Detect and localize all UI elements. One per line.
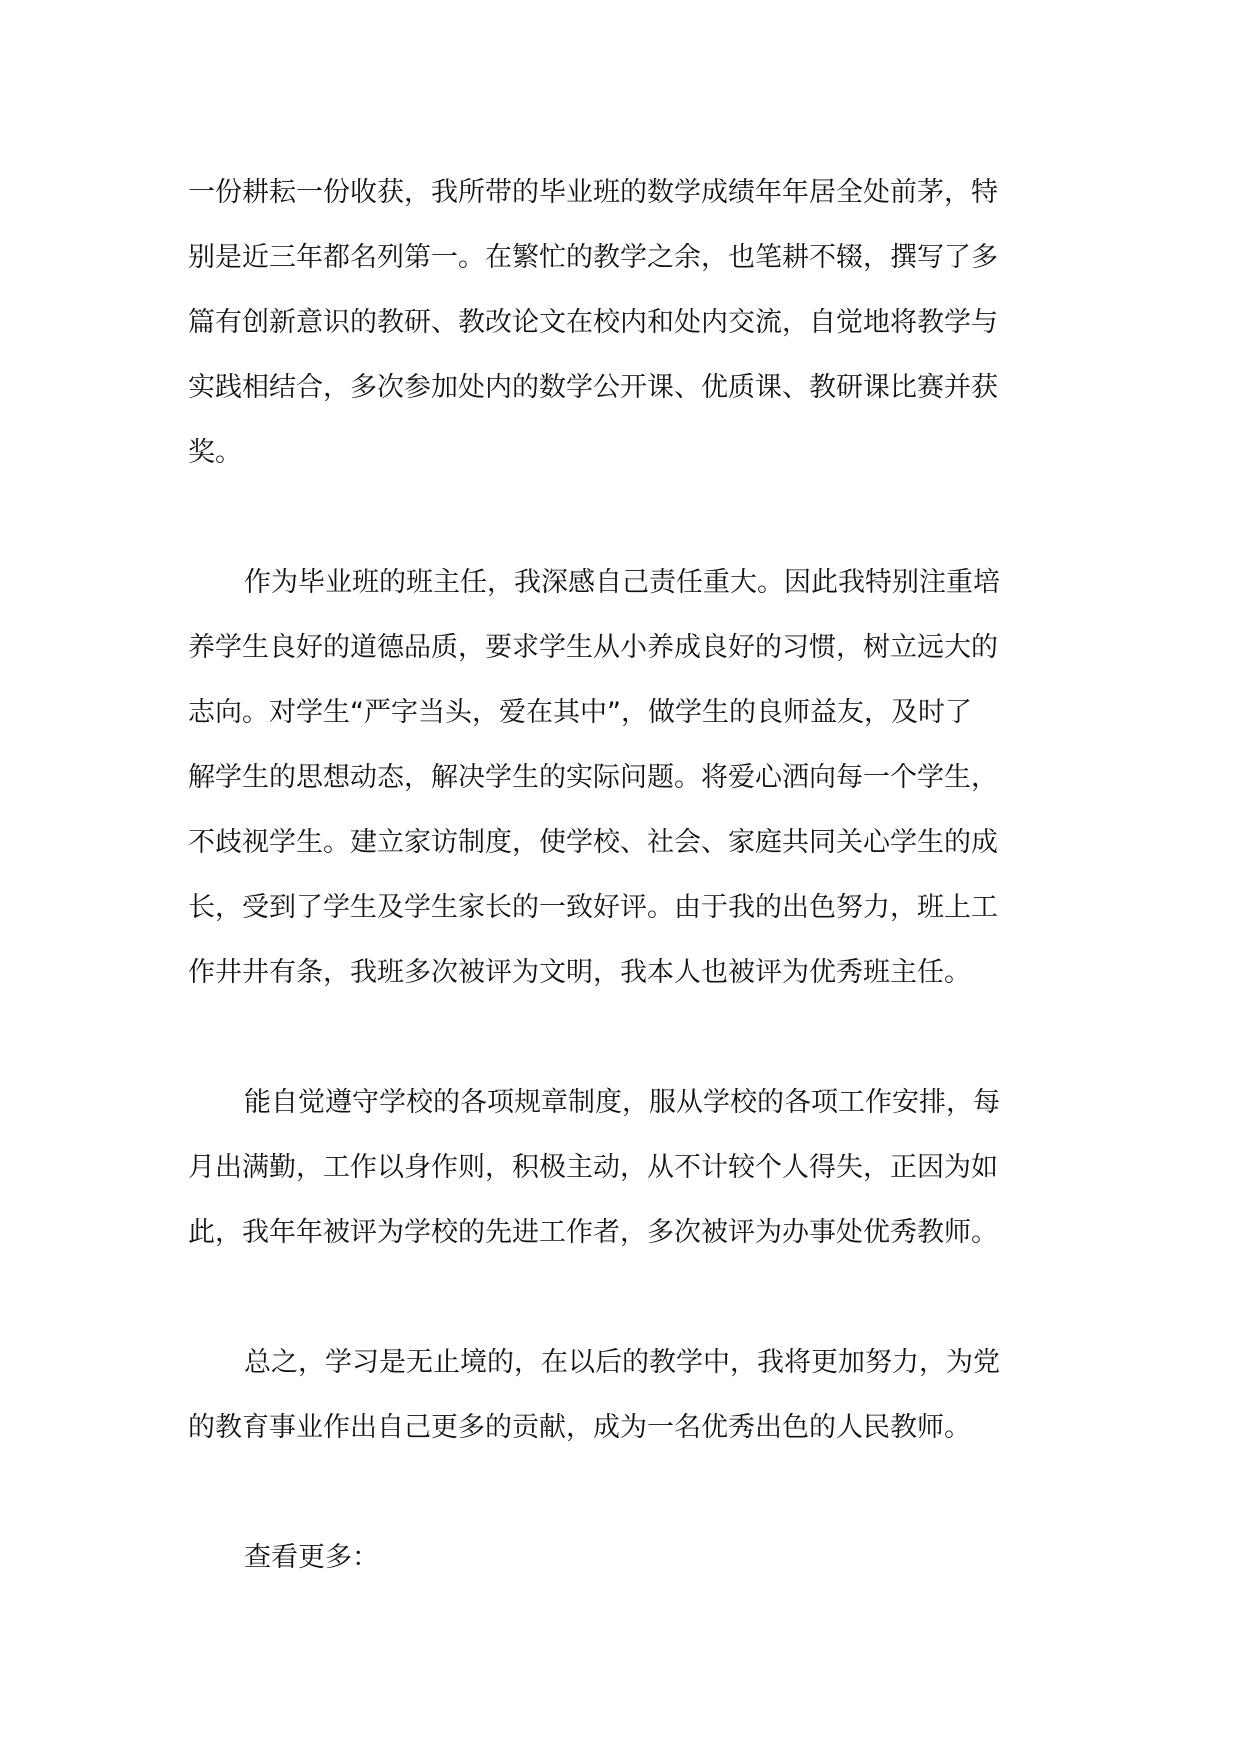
paragraph-see-more	[188, 1525, 1078, 1590]
document-body	[188, 160, 1078, 1590]
text-line: 奖。	[188, 437, 242, 468]
text-line: 总之，学习是无止境的，在以后的教学中，我将更加努力，为党	[244, 1347, 1000, 1378]
paragraph-spacer	[188, 1460, 1078, 1525]
paragraph-spacer	[188, 1005, 1078, 1070]
text-line: 篇有创新意识的教研、教改论文在校内和处内交流，自觉地将教学与	[188, 307, 998, 338]
text-line: 作井井有条，我班多次被评为文明，我本人也被评为优秀班主任。	[188, 957, 971, 988]
paragraph-harvest	[188, 160, 1078, 485]
text-line: 实践相结合，多次参加处内的数学公开课、优质课、教研课比赛并获	[188, 372, 998, 403]
text-line: 作为毕业班的班主任，我深感自己责任重大。因此我特别注重培	[244, 567, 1000, 598]
text-line: 解学生的思想动态，解决学生的实际问题。将爱心洒向每一个学生，	[188, 762, 998, 793]
text-line: 养学生良好的道德品质，要求学生从小养成良好的习惯，树立远大的	[188, 632, 998, 663]
text-line: 能自觉遵守学校的各项规章制度，服从学校的各项工作安排，每	[244, 1087, 1000, 1118]
text-line: 志向。对学生“严字当头，爱在其中”，做学生的良师益友，及时了	[188, 697, 972, 728]
text-line: 一份耕耘一份收获，我所带的毕业班的数学成绩年年居全处前茅，特	[188, 177, 998, 208]
text-line: 别是近三年都名列第一。在繁忙的教学之余，也笔耕不辍，撰写了多	[188, 242, 998, 273]
paragraph-discipline	[188, 1070, 1078, 1265]
see-more-label: 查看更多：	[244, 1542, 379, 1573]
paragraph-spacer	[188, 485, 1078, 550]
paragraph-spacer	[188, 1265, 1078, 1330]
text-line: 此，我年年被评为学校的先进工作者，多次被评为办事处优秀教师。	[188, 1217, 998, 1248]
text-line: 不歧视学生。建立家访制度，使学校、社会、家庭共同关心学生的成	[188, 827, 998, 858]
text-line: 月出满勤，工作以身作则，积极主动，从不计较个人得失，正因为如	[188, 1152, 998, 1183]
text-line: 长，受到了学生及学生家长的一致好评。由于我的出色努力，班上工	[188, 892, 998, 923]
paragraph-conclusion	[188, 1330, 1078, 1460]
text-line: 的教育事业作出自己更多的贡献，成为一名优秀出色的人民教师。	[188, 1412, 971, 1443]
paragraph-class-teacher	[188, 550, 1078, 1005]
